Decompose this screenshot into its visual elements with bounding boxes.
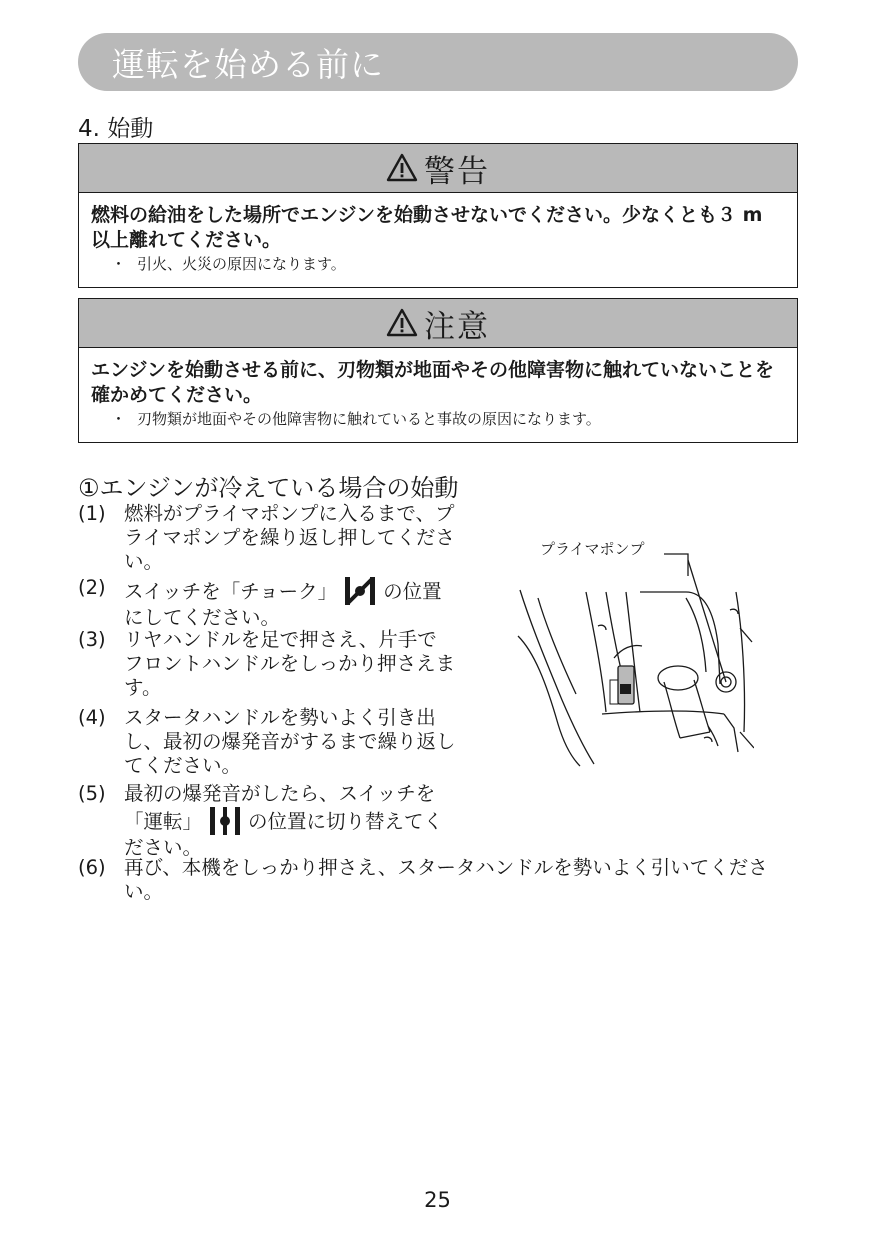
step-text-part: スイッチを「チョーク」 xyxy=(124,580,338,603)
caution-label: 注意 xyxy=(424,308,490,345)
warning-box xyxy=(78,143,798,288)
warning-main-text: 燃料の給油をした場所でエンジンを始動させないでください。少なくとも３ m 以上離れてください。 xyxy=(91,204,763,251)
step-number: (5) xyxy=(78,782,106,805)
step-text-part: の位置にしてください。 xyxy=(124,580,442,629)
step-3 xyxy=(78,628,456,700)
step-text: 燃料がプライマポンプに入るまで、プライマポンプを繰り返し押してください。 xyxy=(124,502,455,573)
step-number: (6) xyxy=(78,856,106,879)
step-number: (1) xyxy=(78,502,106,525)
caution-triangle-icon xyxy=(386,308,418,338)
engine-illustration xyxy=(514,532,754,768)
step-6 xyxy=(78,856,804,904)
bullet: ・ xyxy=(111,255,127,273)
warning-label: 警告 xyxy=(424,153,490,190)
caution-box xyxy=(78,298,798,443)
step-5 xyxy=(78,782,456,860)
caution-main-text: エンジンを始動させる前に、刃物類が地面やその他障害物に触れていないことを確かめてください。 xyxy=(91,359,775,406)
primer-pump-label: プライマポンプ xyxy=(540,540,645,558)
step-text: リヤハンドルを足で押さえ、片手でフロントハンドルをしっかり押さえます。 xyxy=(124,628,456,699)
caution-sub-text: 刃物類が地面やその他障害物に触れていると事故の原因になります。 xyxy=(137,410,601,428)
caution-header xyxy=(79,299,797,348)
step-text xyxy=(124,782,456,860)
step-text xyxy=(124,576,456,630)
primer-pump-figure xyxy=(514,532,754,768)
warning-sub-text: 引火、火災の原因になります。 xyxy=(137,255,346,273)
steps-heading: ①エンジンが冷えている場合の始動 xyxy=(78,474,459,502)
warning-triangle-icon xyxy=(386,153,418,183)
step-text: 再び、本機をしっかり押さえ、スタータハンドルを勢いよく引いてください。 xyxy=(124,856,768,903)
step-number: (3) xyxy=(78,628,106,651)
section-heading: 4. 始動 xyxy=(78,116,154,142)
chapter-header xyxy=(78,33,798,91)
warning-sub-item xyxy=(91,253,785,275)
run-symbol-icon xyxy=(206,806,244,836)
step-number: (2) xyxy=(78,576,106,599)
bullet: ・ xyxy=(111,410,127,428)
step-text: スタータハンドルを勢いよく引き出し、最初の爆発音がするまで繰り返してください。 xyxy=(124,706,456,777)
step-1 xyxy=(78,502,456,574)
warning-header xyxy=(79,144,797,193)
step-number: (4) xyxy=(78,706,106,729)
chapter-title: 運転を始める前に xyxy=(112,44,384,84)
choke-symbol-icon xyxy=(341,576,379,606)
step-4 xyxy=(78,706,456,778)
step-2 xyxy=(78,576,456,630)
page-number: 25 xyxy=(424,1188,451,1212)
step-text-part: 最初の爆発音がしたら、スイッチを「運転」 xyxy=(124,782,436,833)
step-text-part: の位置に切り替えてください。 xyxy=(124,810,444,859)
caution-sub-item xyxy=(91,408,785,430)
